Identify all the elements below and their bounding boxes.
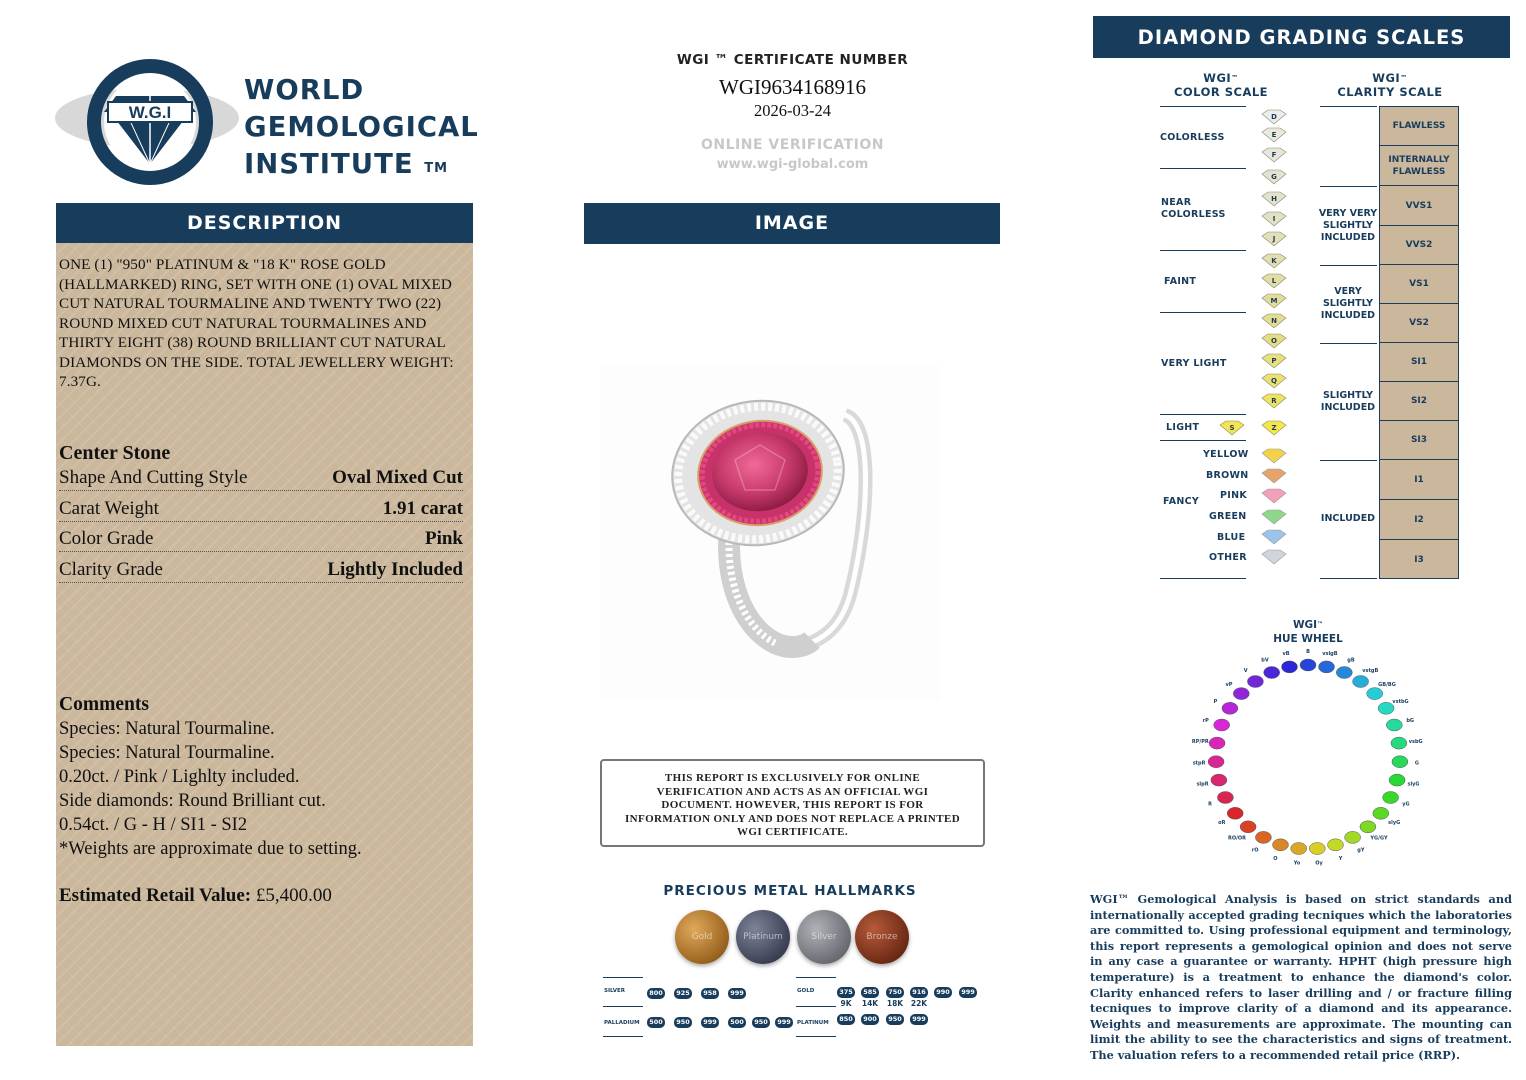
vvs-group-label: VERY VERY SLIGHTLY INCLUDED [1318, 208, 1378, 243]
center-stone-row [59, 461, 463, 491]
color-grade-gem [1262, 212, 1286, 226]
fancy-yellow-label: YELLOW [1203, 449, 1249, 460]
grading-scales-header: DIAMOND GRADING SCALES [1093, 16, 1510, 58]
silver-medallion: Silver [797, 910, 851, 964]
logo-wordmark [244, 72, 479, 183]
hue-gem [1211, 774, 1227, 786]
color-grade-gem [1262, 148, 1286, 162]
scale-divider [1320, 343, 1377, 344]
color-grade-letter: H [1271, 195, 1277, 203]
palladium-hallmark: 950 [674, 1017, 692, 1028]
hue-gem [1309, 843, 1325, 855]
hue-gem [1319, 661, 1335, 673]
scale-divider [1160, 578, 1246, 579]
color-grade-gem [1262, 314, 1286, 328]
description-header: DESCRIPTION [56, 203, 473, 243]
hallmarks-title: PRECIOUS METAL HALLMARKS [663, 883, 917, 899]
clarity-grade-vvs1: VVS1 [1379, 186, 1459, 226]
hue-label: bV [1261, 657, 1269, 664]
hue-gem [1291, 843, 1307, 855]
gold-hallmark: 990 [934, 987, 952, 998]
color-grade-letter: I [1272, 215, 1276, 223]
clarity-grade-i2: I2 [1379, 500, 1459, 540]
hue-label: vstgB [1362, 668, 1379, 674]
scale-divider [1320, 578, 1377, 579]
row-label: Carat Weight [59, 498, 159, 519]
comments-title: Comments [59, 694, 149, 715]
comment-line: Species: Natural Tourmaline. [59, 719, 275, 739]
gold-hallmark: 585 [861, 987, 879, 998]
color-grade-gem [1262, 354, 1286, 368]
hue-gem [1233, 688, 1249, 700]
clarity-scale-title: WGI™ CLARITY SCALE [1337, 71, 1443, 99]
fancy-blue-label: BLUE [1217, 532, 1246, 543]
vs-group-label: VERY SLIGHTLY INCLUDED [1320, 286, 1376, 321]
hue-gem [1273, 839, 1289, 851]
hue-label: R [1208, 801, 1213, 808]
hue-wheel-diagram [1170, 645, 1445, 875]
certificate-number: WGI9634168916 [719, 75, 866, 99]
hue-label: gY [1357, 847, 1365, 854]
color-grade-letter: R [1271, 397, 1277, 405]
comment-line: 0.54ct. / G - H / SI1 - SI2 [59, 815, 248, 835]
hue-label: O [1273, 856, 1278, 863]
silver-label: SILVER [604, 988, 626, 994]
hue-label: G [1414, 760, 1419, 767]
row-value: Lightly Included [327, 559, 463, 580]
comment-line: 0.20ct. / Pink / Lighlty included. [59, 767, 300, 787]
hue-gem [1255, 831, 1271, 843]
hue-label: V [1243, 668, 1248, 674]
hallmark-divider [796, 977, 836, 978]
hue-label: slyG [1388, 819, 1401, 826]
svg-text:★: ★ [145, 171, 155, 183]
hue-gem [1392, 756, 1408, 768]
center-stone-row [59, 492, 463, 522]
center-stone-row [59, 522, 463, 552]
color-grade-gem [1262, 232, 1286, 246]
row-value: Oval Mixed Cut [332, 467, 463, 488]
colorless-label: COLORLESS [1160, 132, 1225, 143]
fancy-color-gem [1262, 510, 1286, 524]
clarity-grade-vvs2: VVS2 [1379, 226, 1459, 265]
included-group-label: INCLUDED [1320, 513, 1376, 524]
silver-hallmark: 958 [701, 988, 719, 999]
logo-line-world: WORLD [244, 74, 365, 106]
very-light-label: VERY LIGHT [1161, 358, 1227, 369]
clarity-grade-i1: I1 [1379, 460, 1459, 500]
fancy-color-gem [1262, 449, 1286, 463]
center-stone-title: Center Stone [59, 442, 171, 464]
hue-gem [1282, 661, 1298, 673]
retail-value [59, 885, 332, 907]
platinum-hallmark: 999 [910, 1014, 928, 1025]
hue-label: RO/OR [1227, 835, 1247, 842]
gold-karat: 22K [910, 999, 928, 1008]
color-grade-gem [1262, 374, 1286, 388]
hue-label: P [1213, 698, 1218, 705]
hue-label: bG [1406, 718, 1415, 725]
platinum-label: PLATINUM [797, 1020, 829, 1026]
online-verification-label: ONLINE VERIFICATION [701, 137, 884, 153]
disclaimer-box: THIS REPORT IS EXCLUSIVELY FOR ONLINE VERIFICATION AND ACTS AS AN OFFICIAL WGI DOCUMENT. HOWEVER, THIS REPORT IS FOR INFORMATION ONLY AND DOES NOT REPLACE A PRINTED WGI CERTIFICATE. [600, 759, 985, 847]
ring-photo [600, 365, 940, 700]
color-grade-letter: G [1271, 173, 1277, 181]
gold-label: GOLD [797, 988, 815, 994]
color-grade-gem [1262, 294, 1286, 308]
fancy-color-gem [1262, 469, 1286, 483]
hue-gem [1264, 667, 1280, 679]
gold-hallmark: 916 [910, 987, 928, 998]
center-stone-row [59, 553, 463, 583]
color-grade-letter: F [1271, 151, 1277, 159]
row-value: Pink [424, 528, 463, 549]
color-grade-letter: J [1272, 235, 1276, 243]
comment-line: Side diamonds: Round Brilliant cut. [59, 791, 326, 811]
hue-label: rP [1202, 718, 1209, 725]
retail-amount: £5,400.00 [255, 885, 332, 906]
hue-label: rO [1251, 847, 1259, 854]
color-grade-letter: S [1229, 424, 1235, 432]
color-grade-letter: L [1271, 277, 1277, 285]
scale-divider [1320, 265, 1377, 266]
description-panel [56, 203, 473, 1046]
hallmark-divider [603, 1036, 643, 1037]
palladium-hallmark: 999 [775, 1017, 793, 1028]
hue-label: slpR [1196, 781, 1209, 788]
clarity-grade-vs1: VS1 [1379, 265, 1459, 304]
row-label: Color Grade [59, 528, 154, 549]
retail-label: Estimated Retail Value: [59, 885, 252, 906]
platinum-hallmark: 850 [837, 1014, 855, 1025]
description-text: ONE (1) "950" PLATINUM & "18 K" ROSE GOLD (HALLMARKED) RING, SET WITH ONE (1) OVAL MIXED CUT NATURAL TOURMALINE AND TWENTY TWO (22) ROUND MIXED CUT NATURAL TOURMALINES AND THIRTY EIGHT (38) ROUND BRILLIANT CUT NATURAL DIAMONDS ON THE SIDE. TOTAL JEWELLERY WEIGHT: 7.37G. [59, 256, 454, 390]
palladium-label: PALLADIUM [604, 1020, 640, 1026]
color-grade-gem [1262, 254, 1286, 268]
hue-gem [1367, 688, 1383, 700]
comments-block [59, 693, 362, 861]
certificate-label: WGI ™ CERTIFICATE NUMBER [676, 52, 909, 68]
hue-label: stpR [1192, 760, 1206, 767]
hue-gem [1336, 667, 1352, 679]
hallmark-divider [796, 1036, 836, 1037]
hue-label: oR [1218, 819, 1226, 826]
clarity-grade-si1: SI1 [1379, 343, 1459, 382]
color-grade-gem [1220, 421, 1244, 435]
scale-divider [1320, 106, 1377, 107]
hue-gem [1209, 737, 1225, 749]
certificate-date: 2026-03-24 [754, 101, 831, 120]
hue-gem [1208, 756, 1224, 768]
color-grade-gem [1262, 274, 1286, 288]
platinum-hallmark: 900 [861, 1014, 879, 1025]
hue-wheel-title: WGI™ HUE WHEEL [1273, 619, 1343, 645]
color-grade-gems [1200, 105, 1300, 575]
palladium-hallmark: 500 [647, 1017, 665, 1028]
clarity-grade-si3: SI3 [1379, 421, 1459, 460]
fancy-green-label: GREEN [1209, 511, 1247, 522]
clarity-grade-flawless: FLAWLESS [1379, 106, 1459, 146]
hue-gem [1391, 737, 1407, 749]
hue-gem [1389, 774, 1405, 786]
gold-karat: 18K [886, 999, 904, 1008]
color-grade-gem [1262, 128, 1286, 142]
gold-hallmark: 999 [959, 987, 977, 998]
gold-karat: 14K [861, 999, 879, 1008]
color-grade-gem [1262, 110, 1286, 124]
hue-gem [1227, 807, 1243, 819]
hue-gem [1247, 676, 1263, 688]
bronze-medallion: Bronze [855, 910, 909, 964]
palladium-hallmark: 950 [752, 1017, 770, 1028]
scale-divider [1320, 186, 1377, 187]
row-value: 1.91 carat [382, 498, 463, 519]
hue-label: B [1306, 649, 1310, 655]
color-grade-letter: O [1271, 337, 1277, 345]
hue-gem [1386, 719, 1402, 731]
fancy-color-gem [1262, 489, 1286, 503]
faint-label: FAINT [1164, 276, 1197, 287]
hallmark-divider [603, 1006, 643, 1007]
fancy-label: FANCY [1163, 496, 1200, 507]
color-grade-letter: Z [1271, 424, 1277, 432]
hue-label: RP/PR [1191, 738, 1209, 745]
fancy-color-gem [1262, 550, 1286, 564]
hue-label: vstbG [1392, 698, 1409, 705]
clarity-grade-if: INTERNALLY FLAWLESS [1379, 146, 1459, 186]
color-grade-gem [1262, 421, 1286, 435]
si-group-label: SLIGHTLY INCLUDED [1320, 390, 1376, 413]
color-scale-title: WGI™ COLOR SCALE [1173, 71, 1269, 99]
silver-hallmark: 999 [728, 988, 746, 999]
fancy-color-gem [1262, 530, 1286, 544]
hue-gem [1360, 821, 1376, 833]
hallmark-divider [603, 977, 643, 978]
image-header: IMAGE [584, 203, 1000, 244]
color-grade-letter: Q [1271, 377, 1277, 385]
near-colorless-label: NEAR COLORLESS [1161, 197, 1226, 220]
color-grade-letter: N [1271, 317, 1277, 325]
hue-gem [1214, 719, 1230, 731]
comment-line: *Weights are approximate due to setting. [59, 839, 362, 859]
hue-gem [1217, 792, 1233, 804]
hallmark-divider [796, 1006, 836, 1007]
hue-gem [1353, 676, 1369, 688]
wgi-emblem-icon [52, 56, 242, 186]
row-label: Shape And Cutting Style [59, 467, 248, 488]
color-grade-letter: E [1271, 131, 1277, 139]
hue-label: Yo [1293, 860, 1301, 867]
silver-hallmark: 800 [647, 988, 665, 999]
ring-image-icon [600, 365, 940, 700]
hue-gem [1383, 792, 1399, 804]
color-grade-gem [1262, 192, 1286, 206]
hue-label: YG/GY [1370, 835, 1388, 842]
platinum-hallmark: 950 [886, 1014, 904, 1025]
gold-karat: 9K [840, 999, 852, 1008]
hue-label: yG [1402, 801, 1410, 808]
gold-hallmark: 375 [837, 987, 855, 998]
platinum-medallion: Platinum [736, 910, 790, 964]
hue-gem [1328, 839, 1344, 851]
light-label: LIGHT [1166, 422, 1200, 433]
logo-line-institute: INSTITUTE ™ [244, 148, 449, 180]
online-verification-url[interactable]: www.wgi-global.com [716, 157, 869, 172]
hue-gem [1240, 821, 1256, 833]
hue-label: vB [1282, 651, 1290, 658]
gold-hallmark: 750 [886, 987, 904, 998]
hue-gem [1345, 831, 1361, 843]
hue-gem [1222, 702, 1238, 714]
hue-label: Y [1338, 856, 1343, 863]
hue-gem [1300, 659, 1316, 671]
wgi-logo [52, 56, 477, 186]
row-label: Clarity Grade [59, 559, 163, 580]
clarity-grade-si2: SI2 [1379, 382, 1459, 421]
gold-medallion: Gold [675, 910, 729, 964]
palladium-hallmark: 999 [701, 1017, 719, 1028]
color-grade-letter: M [1270, 297, 1278, 305]
hue-label: GB/BG [1378, 682, 1396, 688]
clarity-grade-vs2: VS2 [1379, 304, 1459, 343]
hue-label: gB [1347, 657, 1355, 664]
silver-hallmark: 925 [674, 988, 692, 999]
logo-line-gemological: GEMOLOGICAL [244, 111, 479, 143]
hue-label: vsbG [1408, 738, 1423, 745]
clarity-grade-i3: I3 [1414, 554, 1424, 565]
fancy-brown-label: BROWN [1206, 470, 1249, 481]
color-grade-gem [1262, 334, 1286, 348]
hue-label: Oy [1315, 860, 1323, 867]
color-grade-gem [1262, 394, 1286, 408]
hue-gem [1373, 807, 1389, 819]
svg-text:W.G.I: W.G.I [128, 103, 172, 122]
comment-line: Species: Natural Tourmaline. [59, 743, 275, 763]
gemological-analysis-text: WGI™ Gemological Analysis is based on strict standards and internationally accepted grading tecniques which the laboratories are committed to. Using professional equipment and terminology, this report represents a gemological opinion and does not serve in any case a guarantee or warranty. HPHT (high pressure high temperature) is a treatment to enhance the diamond's color. Clarity enhanced refers to laser drilling and / or fracture filling tecniques to improve clarity of a diamond and its appearance. Weights and measurements are approximate. The mounting can limit the ability to see the characteristics and signs of treatment. The valuation refers to a recommended retail price (RRP). [1090, 892, 1512, 1062]
color-grade-letter: P [1271, 357, 1277, 365]
hue-label: vP [1225, 682, 1233, 688]
hue-label: vslgB [1322, 651, 1338, 658]
fancy-other-label: OTHER [1209, 552, 1247, 563]
palladium-hallmark: 500 [728, 1017, 746, 1028]
color-grade-letter: D [1271, 113, 1277, 121]
fancy-pink-label: PINK [1220, 490, 1248, 501]
color-grade-gem [1262, 170, 1286, 184]
hue-label: slyG [1407, 781, 1420, 788]
color-grade-letter: K [1271, 257, 1277, 265]
